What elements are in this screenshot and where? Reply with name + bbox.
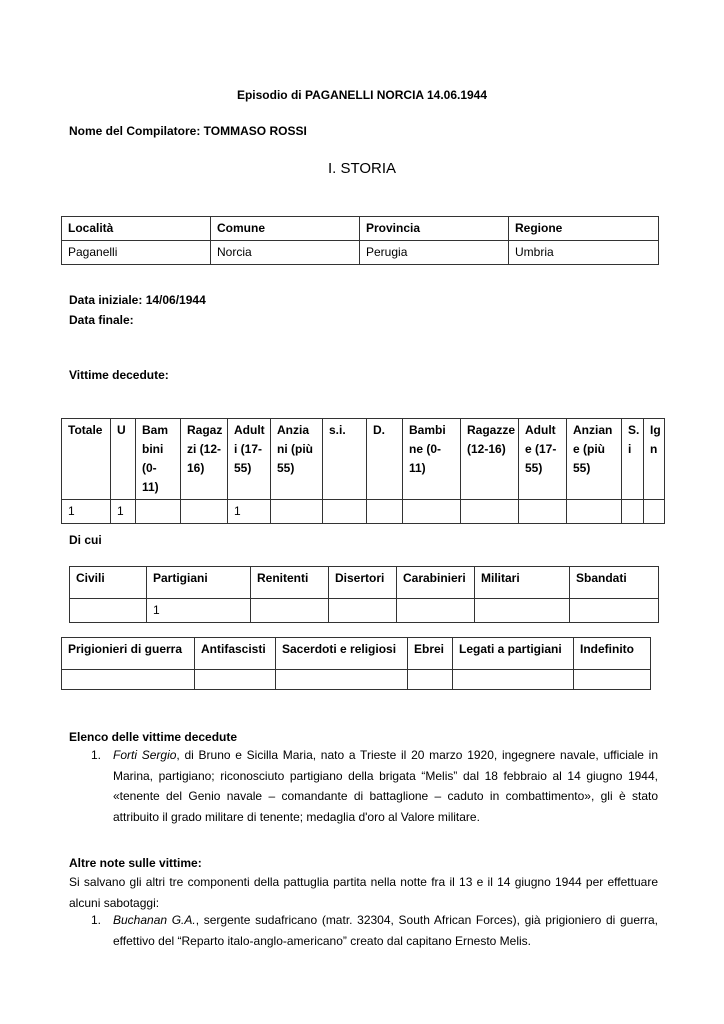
header-anziani: Anzia ni (più 55) — [271, 419, 323, 500]
list-item — [91, 745, 658, 829]
victims-table — [61, 418, 665, 524]
header-ebrei: Ebrei — [408, 638, 453, 670]
cell-comune: Norcia — [211, 241, 360, 265]
header-comune: Comune — [211, 217, 360, 241]
header-adulti: Adult i (17- 55) — [228, 419, 271, 500]
victim-description: , di Bruno e Sicilla Maria, nato a Trieste il 20 marzo 1920, ingegnere navale, ufficiale in Marina, partigiano; riconosciuto partigiano della brigata “Melis” dal 18 febbraio al 14 giugno 1944, «tenente del Genio navale – comandante di battaglione – caduto in combattimento», gli è stato attribuito il grado militare di tenente; medaglia d'oro al Valore militare. — [113, 748, 658, 824]
list-item-body — [113, 745, 658, 827]
victim-name: Forti Sergio — [113, 748, 177, 762]
table-row — [62, 241, 659, 265]
categories-table-2 — [61, 637, 651, 690]
cell — [195, 670, 276, 690]
victims-list-title: Elenco delle vittime decedute — [69, 730, 238, 744]
header-si: s.i. — [323, 419, 367, 500]
header-regione: Regione — [509, 217, 659, 241]
cell-provincia: Perugia — [360, 241, 509, 265]
cell — [70, 599, 147, 623]
cell: 1 — [111, 500, 136, 524]
header-renitenti: Renitenti — [251, 567, 329, 599]
header-adulte: Adult e (17- 55) — [519, 419, 567, 500]
list-number: 1. — [91, 748, 102, 762]
cell — [519, 500, 567, 524]
cell — [323, 500, 367, 524]
header-s-i: S. i — [622, 419, 644, 500]
header-partigiani: Partigiani — [147, 567, 251, 599]
person-description: , sergente sudafricano (matr. 32304, South African Forces), già prigioniero di guerra, effettivo del “Reparto italo-anglo-americano” creato dal capitano Ernesto Melis. — [113, 913, 659, 948]
header-anziane: Anzian e (più 55) — [567, 419, 622, 500]
header-disertori: Disertori — [329, 567, 397, 599]
other-notes-intro: Si salvano gli altri tre componenti della pattuglia partita nella notte fra il 13 e il 14 giugno 1944 per effettuare alcuni sabotaggi: — [69, 875, 658, 910]
cell — [453, 670, 574, 690]
cell — [574, 670, 651, 690]
cell — [62, 670, 195, 690]
cell: 1 — [228, 500, 271, 524]
other-notes-title: Altre note sulle vittime: — [69, 856, 202, 870]
header-ragazzi: Ragaz zi (12- 16) — [181, 419, 228, 500]
location-table — [61, 216, 659, 265]
person-name: Buchanan G.A. — [113, 913, 196, 927]
table-header-row — [62, 419, 665, 500]
cell — [461, 500, 519, 524]
cell — [329, 599, 397, 623]
header-indefinito: Indefinito — [574, 638, 651, 670]
episode-title: Episodio di PAGANELLI NORCIA 14.06.1944 — [236, 88, 488, 102]
categories-table-1 — [69, 566, 659, 623]
compiler-name: Nome del Compilatore: TOMMASO ROSSI — [69, 124, 307, 138]
header-d: D. — [367, 419, 403, 500]
header-bambine: Bambi ne (0- 11) — [403, 419, 461, 500]
date-start: Data iniziale: 14/06/1944 — [69, 293, 206, 307]
cell — [644, 500, 665, 524]
header-legati: Legati a partigiani — [453, 638, 574, 670]
date-end: Data finale: — [69, 313, 134, 327]
header-prigionieri: Prigionieri di guerra — [62, 638, 195, 670]
cell-regione: Umbria — [509, 241, 659, 265]
table-row — [62, 500, 665, 524]
list-number: 1. — [91, 913, 102, 927]
list-item — [91, 910, 658, 954]
table-header-row — [70, 567, 659, 599]
cell — [403, 500, 461, 524]
list-item-body — [113, 910, 658, 951]
cell — [622, 500, 644, 524]
header-totale: Totale — [62, 419, 111, 500]
cell — [397, 599, 475, 623]
header-sacerdoti: Sacerdoti e religiosi — [276, 638, 408, 670]
cell — [475, 599, 570, 623]
cell: 1 — [62, 500, 111, 524]
table-header-row — [62, 638, 651, 670]
header-civili: Civili — [70, 567, 147, 599]
header-provincia: Provincia — [360, 217, 509, 241]
cell — [567, 500, 622, 524]
table-row — [70, 599, 659, 623]
header-sbandati: Sbandati — [570, 567, 659, 599]
di-cui-label: Di cui — [69, 533, 102, 547]
cell — [408, 670, 453, 690]
cell — [570, 599, 659, 623]
section-title: I. STORIA — [327, 160, 397, 177]
cell — [136, 500, 181, 524]
header-ign: Ig n — [644, 419, 665, 500]
cell: 1 — [147, 599, 251, 623]
header-localita: Località — [62, 217, 211, 241]
cell — [181, 500, 228, 524]
cell — [271, 500, 323, 524]
header-militari: Militari — [475, 567, 570, 599]
header-ragazze: Ragazze (12-16) — [461, 419, 519, 500]
cell-localita: Paganelli — [62, 241, 211, 265]
header-carabinieri: Carabinieri — [397, 567, 475, 599]
header-bambini: Bam bini (0- 11) — [136, 419, 181, 500]
cell — [276, 670, 408, 690]
table-header-row — [62, 217, 659, 241]
header-antifascisti: Antifascisti — [195, 638, 276, 670]
cell — [251, 599, 329, 623]
header-u: U — [111, 419, 136, 500]
cell — [367, 500, 403, 524]
table-row — [62, 670, 651, 690]
victims-label: Vittime decedute: — [69, 368, 169, 382]
